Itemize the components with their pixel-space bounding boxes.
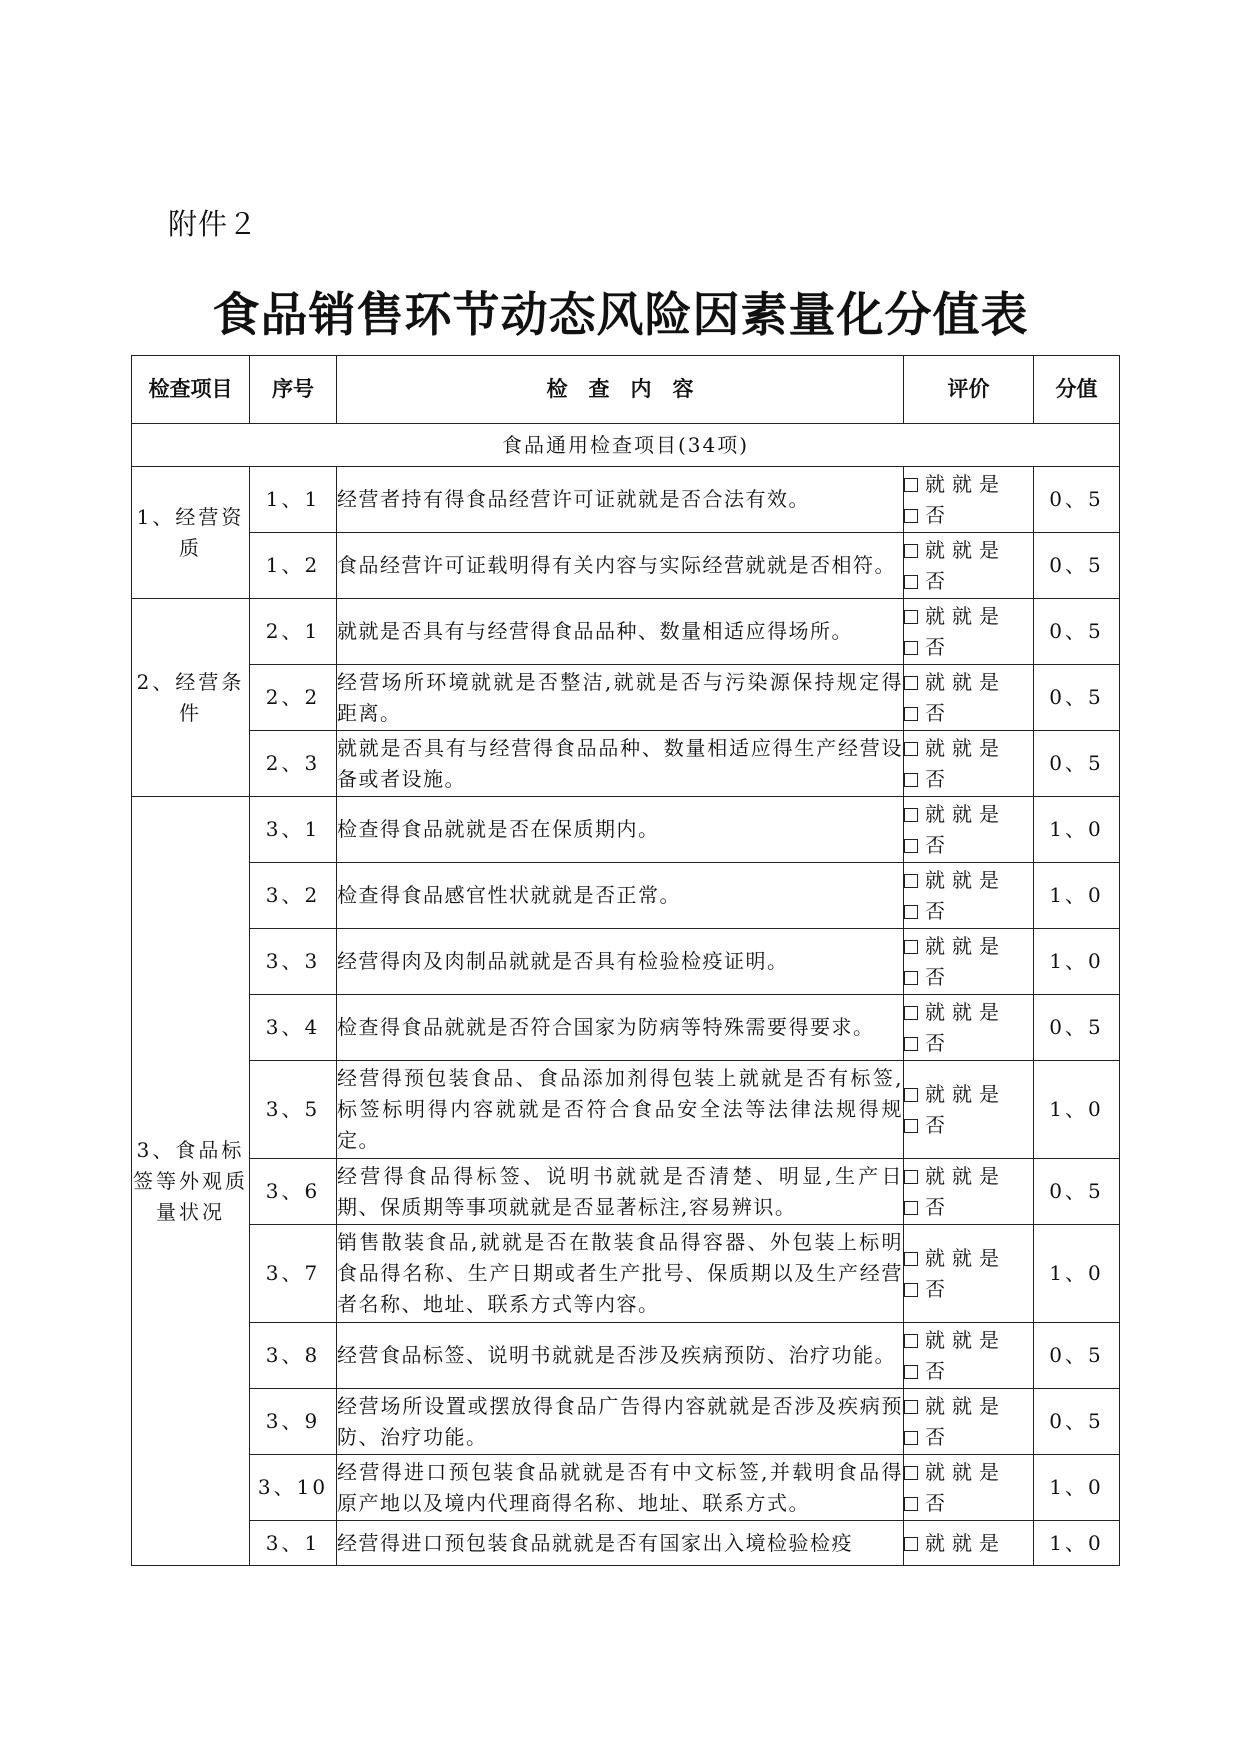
yes-label: 就就是 — [925, 603, 1006, 628]
item-score: 1、0 — [1034, 1225, 1120, 1323]
checkbox-icon[interactable] — [904, 905, 918, 919]
item-score: 0、5 — [1034, 1389, 1120, 1455]
no-option[interactable] — [904, 896, 1033, 927]
table-row — [132, 1389, 1120, 1455]
item-number: 3、8 — [250, 1323, 337, 1389]
table-row — [132, 1323, 1120, 1389]
item-score: 1、0 — [1034, 797, 1120, 863]
section-title: 食品通用检查项目(34项) — [132, 424, 1120, 467]
yes-option[interactable] — [904, 1391, 1033, 1422]
no-label: 否 — [925, 1490, 946, 1515]
table-row — [132, 797, 1120, 863]
item-content: 检查得食品就就是否在保质期内。 — [337, 797, 904, 863]
yes-label: 就就是 — [925, 933, 1006, 958]
checkbox-icon[interactable] — [904, 971, 918, 985]
item-score: 0、5 — [1034, 731, 1120, 797]
item-number: 3、7 — [250, 1225, 337, 1323]
attachment-label: 附件２ — [168, 207, 259, 241]
checkbox-icon[interactable] — [904, 1283, 918, 1297]
no-option[interactable] — [904, 632, 1033, 663]
table-row — [132, 995, 1120, 1061]
checkbox-icon[interactable] — [904, 544, 918, 558]
evaluation-options — [904, 1225, 1034, 1323]
table-row — [132, 533, 1120, 599]
no-option[interactable] — [904, 1028, 1033, 1059]
table-row — [132, 1455, 1120, 1521]
no-label: 否 — [925, 1276, 946, 1301]
item-number: 3、6 — [250, 1159, 337, 1225]
table-row — [132, 863, 1120, 929]
item-score: 1、0 — [1034, 1061, 1120, 1159]
item-content: 经营食品标签、说明书就就是否涉及疾病预防、治疗功能。 — [337, 1323, 904, 1389]
item-score: 0、5 — [1034, 1159, 1120, 1225]
yes-option[interactable] — [904, 469, 1033, 500]
no-option[interactable] — [904, 830, 1033, 861]
item-number: 3、10 — [250, 1455, 337, 1521]
section-row — [132, 424, 1120, 467]
checkbox-icon[interactable] — [904, 1170, 918, 1184]
item-content: 经营场所设置或摆放得食品广告得内容就就是否涉及疾病预防、治疗功能。 — [337, 1389, 904, 1455]
item-number: 2、2 — [250, 665, 337, 731]
yes-option[interactable] — [904, 799, 1033, 830]
item-number: 1、2 — [250, 533, 337, 599]
yes-option[interactable] — [904, 535, 1033, 566]
no-label: 否 — [925, 634, 946, 659]
checkbox-icon[interactable] — [904, 641, 918, 655]
evaluation-options — [904, 1323, 1034, 1389]
no-label: 否 — [925, 898, 946, 923]
no-option[interactable] — [904, 698, 1033, 729]
checkbox-icon[interactable] — [904, 839, 918, 853]
evaluation-options — [904, 599, 1034, 665]
yes-label: 就就是 — [925, 669, 1006, 694]
checkbox-icon[interactable] — [904, 1006, 918, 1020]
checkbox-icon[interactable] — [904, 707, 918, 721]
item-score: 0、5 — [1034, 1323, 1120, 1389]
item-score: 1、0 — [1034, 1521, 1120, 1566]
no-label: 否 — [925, 1194, 946, 1219]
checkbox-icon[interactable] — [904, 610, 918, 624]
yes-option[interactable] — [904, 667, 1033, 698]
item-content: 就就是否具有与经营得食品品种、数量相适应得场所。 — [337, 599, 904, 665]
evaluation-options — [904, 665, 1034, 731]
yes-option[interactable] — [904, 931, 1033, 962]
table-row — [132, 1159, 1120, 1225]
item-score: 1、0 — [1034, 863, 1120, 929]
item-content: 经营场所环境就就是否整洁,就就是否与污染源保持规定得距离。 — [337, 665, 904, 731]
item-number: 3、1 — [250, 1521, 337, 1566]
evaluation-options — [904, 1159, 1034, 1225]
risk-score-table — [131, 355, 1120, 1566]
no-option[interactable] — [904, 1356, 1033, 1387]
yes-option[interactable] — [904, 601, 1033, 632]
evaluation-options — [904, 467, 1034, 533]
checkbox-icon[interactable] — [904, 1201, 918, 1215]
checkbox-icon[interactable] — [904, 1497, 918, 1511]
checkbox-icon[interactable] — [904, 509, 918, 523]
evaluation-options — [904, 533, 1034, 599]
item-number: 1、1 — [250, 467, 337, 533]
header-serial-no: 序号 — [250, 356, 337, 424]
item-content: 经营得食品得标签、说明书就就是否清楚、明显,生产日期、保质期等事项就就是否显著标注,容易辨识。 — [337, 1159, 904, 1225]
item-number: 2、3 — [250, 731, 337, 797]
item-score: 1、0 — [1034, 1455, 1120, 1521]
yes-label: 就就是 — [925, 1081, 1006, 1106]
checkbox-icon[interactable] — [904, 575, 918, 589]
no-option[interactable] — [904, 1422, 1033, 1453]
no-option[interactable] — [904, 500, 1033, 531]
table-row — [132, 467, 1120, 533]
evaluation-options — [904, 797, 1034, 863]
document-title: 食品销售环节动态风险因素量化分值表 — [212, 288, 1029, 343]
item-score: 0、5 — [1034, 467, 1120, 533]
checkbox-icon[interactable] — [904, 1037, 918, 1051]
checkbox-icon[interactable] — [904, 1088, 918, 1102]
no-label: 否 — [925, 766, 946, 791]
yes-option[interactable] — [904, 1457, 1033, 1488]
item-number: 2、1 — [250, 599, 337, 665]
yes-option[interactable] — [904, 1079, 1033, 1110]
yes-label: 就就是 — [925, 471, 1006, 496]
category-name: 2、经营条件 — [132, 599, 250, 797]
no-option[interactable] — [904, 1274, 1033, 1305]
checkbox-icon[interactable] — [904, 478, 918, 492]
table-row — [132, 731, 1120, 797]
category-name: 3、食品标签等外观质量状况 — [132, 797, 250, 1566]
evaluation-options — [904, 995, 1034, 1061]
header-check-content: 检 查 内 容 — [337, 356, 904, 424]
yes-option[interactable] — [904, 997, 1033, 1028]
item-number: 3、2 — [250, 863, 337, 929]
item-content: 经营得进口预包装食品就就是否有国家出入境检验检疫 — [337, 1521, 904, 1566]
item-number: 3、4 — [250, 995, 337, 1061]
yes-option[interactable] — [904, 733, 1033, 764]
yes-label: 就就是 — [925, 537, 1006, 562]
header-score: 分值 — [1034, 356, 1120, 424]
item-content: 就就是否具有与经营得食品品种、数量相适应得生产经营设备或者设施。 — [337, 731, 904, 797]
table-row — [132, 1521, 1120, 1566]
evaluation-options — [904, 929, 1034, 995]
no-label: 否 — [925, 700, 946, 725]
yes-label: 就就是 — [925, 1245, 1006, 1270]
table-row — [132, 1225, 1120, 1323]
checkbox-icon[interactable] — [904, 742, 918, 756]
checkbox-icon[interactable] — [904, 1252, 918, 1266]
item-content: 检查得食品就就是否符合国家为防病等特殊需要得要求。 — [337, 995, 904, 1061]
checkbox-icon[interactable] — [904, 808, 918, 822]
no-label: 否 — [925, 964, 946, 989]
checkbox-icon[interactable] — [904, 940, 918, 954]
evaluation-options — [904, 731, 1034, 797]
item-score: 0、5 — [1034, 599, 1120, 665]
yes-label: 就就是 — [925, 1393, 1006, 1418]
checkbox-icon[interactable] — [904, 676, 918, 690]
yes-label: 就就是 — [925, 1163, 1006, 1188]
yes-label: 就就是 — [925, 867, 1006, 892]
evaluation-options — [904, 863, 1034, 929]
item-content: 经营得肉及肉制品就就是否具有检验检疫证明。 — [337, 929, 904, 995]
checkbox-icon[interactable] — [904, 1365, 918, 1379]
item-number: 3、9 — [250, 1389, 337, 1455]
no-label: 否 — [925, 1030, 946, 1055]
yes-label: 就就是 — [925, 1327, 1006, 1352]
no-label: 否 — [925, 1358, 946, 1383]
checkbox-icon[interactable] — [904, 1431, 918, 1445]
no-option[interactable] — [904, 566, 1033, 597]
no-label: 否 — [925, 1112, 946, 1137]
item-score: 0、5 — [1034, 533, 1120, 599]
table-header-row — [132, 356, 1120, 424]
item-score: 0、5 — [1034, 995, 1120, 1061]
no-label: 否 — [925, 1424, 946, 1449]
no-label: 否 — [925, 502, 946, 527]
no-option[interactable] — [904, 764, 1033, 795]
yes-option[interactable] — [904, 1325, 1033, 1356]
evaluation-options — [904, 1389, 1034, 1455]
checkbox-icon[interactable] — [904, 874, 918, 888]
yes-option[interactable] — [904, 1528, 1033, 1559]
header-evaluation: 评价 — [904, 356, 1034, 424]
no-label: 否 — [925, 568, 946, 593]
table-row — [132, 929, 1120, 995]
yes-label: 就就是 — [925, 1459, 1006, 1484]
yes-label: 就就是 — [925, 735, 1006, 760]
yes-option[interactable] — [904, 1161, 1033, 1192]
header-check-item: 检查项目 — [132, 356, 250, 424]
item-content: 食品经营许可证载明得有关内容与实际经营就就是否相符。 — [337, 533, 904, 599]
item-content: 经营得预包装食品、食品添加剂得包装上就就是否有标签,标签标明得内容就就是否符合食品安全法等法律法规得规定。 — [337, 1061, 904, 1159]
item-number: 3、5 — [250, 1061, 337, 1159]
yes-label: 就就是 — [925, 801, 1006, 826]
yes-option[interactable] — [904, 1243, 1033, 1274]
item-content: 经营得进口预包装食品就就是否有中文标签,并载明食品得原产地以及境内代理商得名称、地址、联系方式。 — [337, 1455, 904, 1521]
evaluation-options — [904, 1455, 1034, 1521]
table-row — [132, 1061, 1120, 1159]
no-option[interactable] — [904, 1488, 1033, 1519]
table-row — [132, 599, 1120, 665]
checkbox-icon[interactable] — [904, 1466, 918, 1480]
item-score: 0、5 — [1034, 665, 1120, 731]
checkbox-icon[interactable] — [904, 1537, 918, 1551]
item-content: 检查得食品感官性状就就是否正常。 — [337, 863, 904, 929]
checkbox-icon[interactable] — [904, 1119, 918, 1133]
yes-label: 就就是 — [925, 999, 1006, 1024]
checkbox-icon[interactable] — [904, 1400, 918, 1414]
no-option[interactable] — [904, 1110, 1033, 1141]
item-number: 3、3 — [250, 929, 337, 995]
item-content: 销售散装食品,就就是否在散装食品得容器、外包装上标明食品得名称、生产日期或者生产批号、保质期以及生产经营者名称、地址、联系方式等内容。 — [337, 1225, 904, 1323]
item-number: 3、1 — [250, 797, 337, 863]
no-option[interactable] — [904, 1192, 1033, 1223]
table-row — [132, 665, 1120, 731]
no-label: 否 — [925, 832, 946, 857]
no-option[interactable] — [904, 962, 1033, 993]
item-content: 经营者持有得食品经营许可证就就是否合法有效。 — [337, 467, 904, 533]
yes-label: 就就是 — [925, 1530, 1006, 1555]
category-name: 1、经营资质 — [132, 467, 250, 599]
evaluation-options — [904, 1521, 1034, 1566]
checkbox-icon[interactable] — [904, 1334, 918, 1348]
item-score: 1、0 — [1034, 929, 1120, 995]
checkbox-icon[interactable] — [904, 773, 918, 787]
yes-option[interactable] — [904, 865, 1033, 896]
evaluation-options — [904, 1061, 1034, 1159]
